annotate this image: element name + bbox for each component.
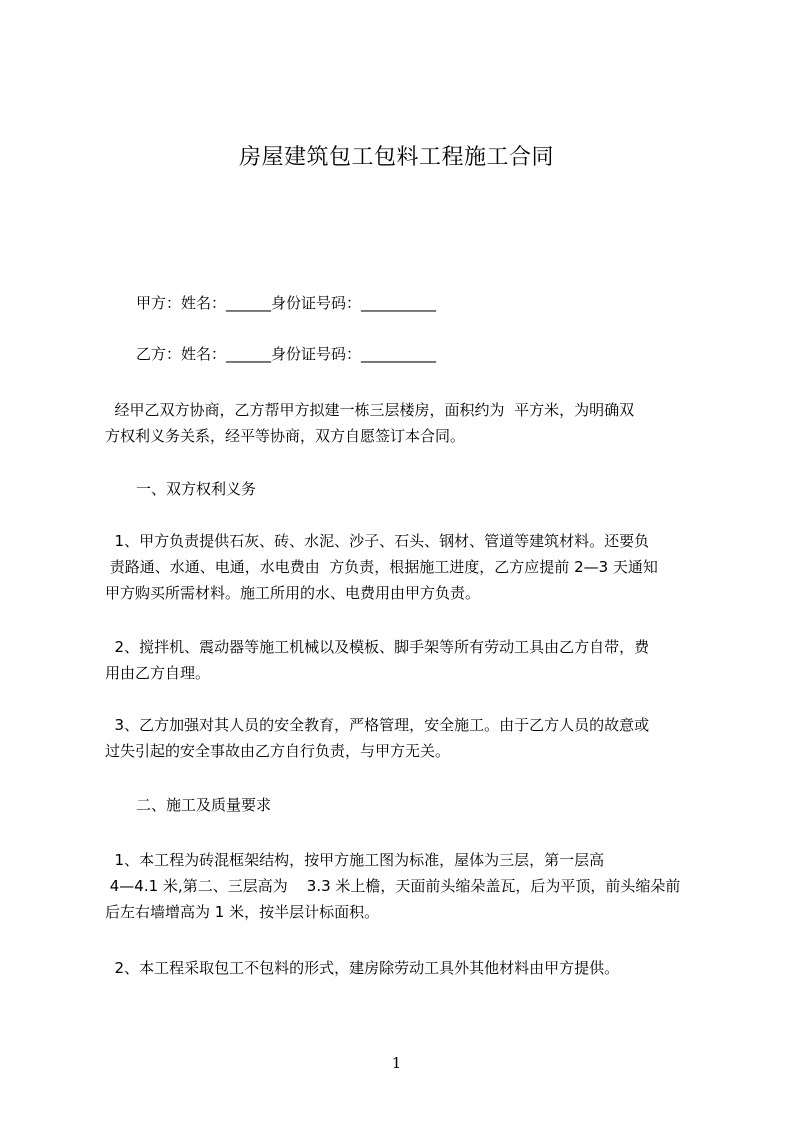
- text-line: 经甲乙双方协商，乙方帮甲方拟建一栋三层楼房，面积约为 平方米，为明确双: [105, 401, 635, 419]
- text-line: 4—4.1 米,第二、三层高为 3.3 米上檐，天面前头缩朵盖瓦，后为平顶，前头缩朵前: [105, 877, 681, 895]
- text-line: 用由乙方自理。: [105, 664, 211, 682]
- text-line: 责路通、水通、电通，水电费由 方负责，根据施工进度，乙方应提前 2—3 天通知: [105, 558, 658, 576]
- document-title: 房屋建筑包工包料工程施工合同: [238, 145, 554, 170]
- text-line: 1、甲方负责提供石灰、砖、水泥、沙子、石头、钢材、管道等建筑材料。还要负: [105, 532, 650, 550]
- text-line: 过失引起的安全事故由乙方自行负责，与甲方无关。: [105, 742, 451, 760]
- text-line: 2、本工程采取包工不包料的形式，建房除劳动工具外其他材料由甲方提供。: [105, 959, 620, 977]
- text-line: 1、本工程为砖混框架结构，按甲方施工图为标准，屋体为三层，第一层高: [105, 851, 605, 869]
- clause-1-2: [105, 634, 705, 686]
- clause-1-3: [105, 712, 705, 764]
- clause-2-1: [105, 847, 705, 925]
- clause-1-1: [105, 528, 705, 606]
- section-heading-quality: 二、施工及质量要求: [136, 796, 272, 814]
- section-heading-rights: 一、双方权利义务: [136, 480, 257, 498]
- page-number: 1: [391, 1054, 402, 1072]
- text-line: 甲方购买所需材料。施工所用的水、电费用由甲方负责。: [105, 584, 481, 602]
- party-b-line: 乙方：姓名：______身份证号码：__________: [136, 345, 437, 363]
- party-a-line: 甲方：姓名：______身份证号码：__________: [136, 294, 437, 312]
- clause-2-2: [105, 955, 705, 981]
- text-line: 后左右墙增高为 1 米，按半层计标面积。: [105, 903, 380, 921]
- text-line: 3、乙方加强对其人员的安全教育，严格管理，安全施工。由于乙方人员的故意或: [105, 716, 650, 734]
- text-line: 方权利义务关系，经平等协商，双方自愿签订本合同。: [105, 427, 466, 445]
- intro-paragraph: [105, 397, 705, 449]
- text-line: 2、搅拌机、震动器等施工机械以及模板、脚手架等所有劳动工具由乙方自带，费: [105, 638, 650, 656]
